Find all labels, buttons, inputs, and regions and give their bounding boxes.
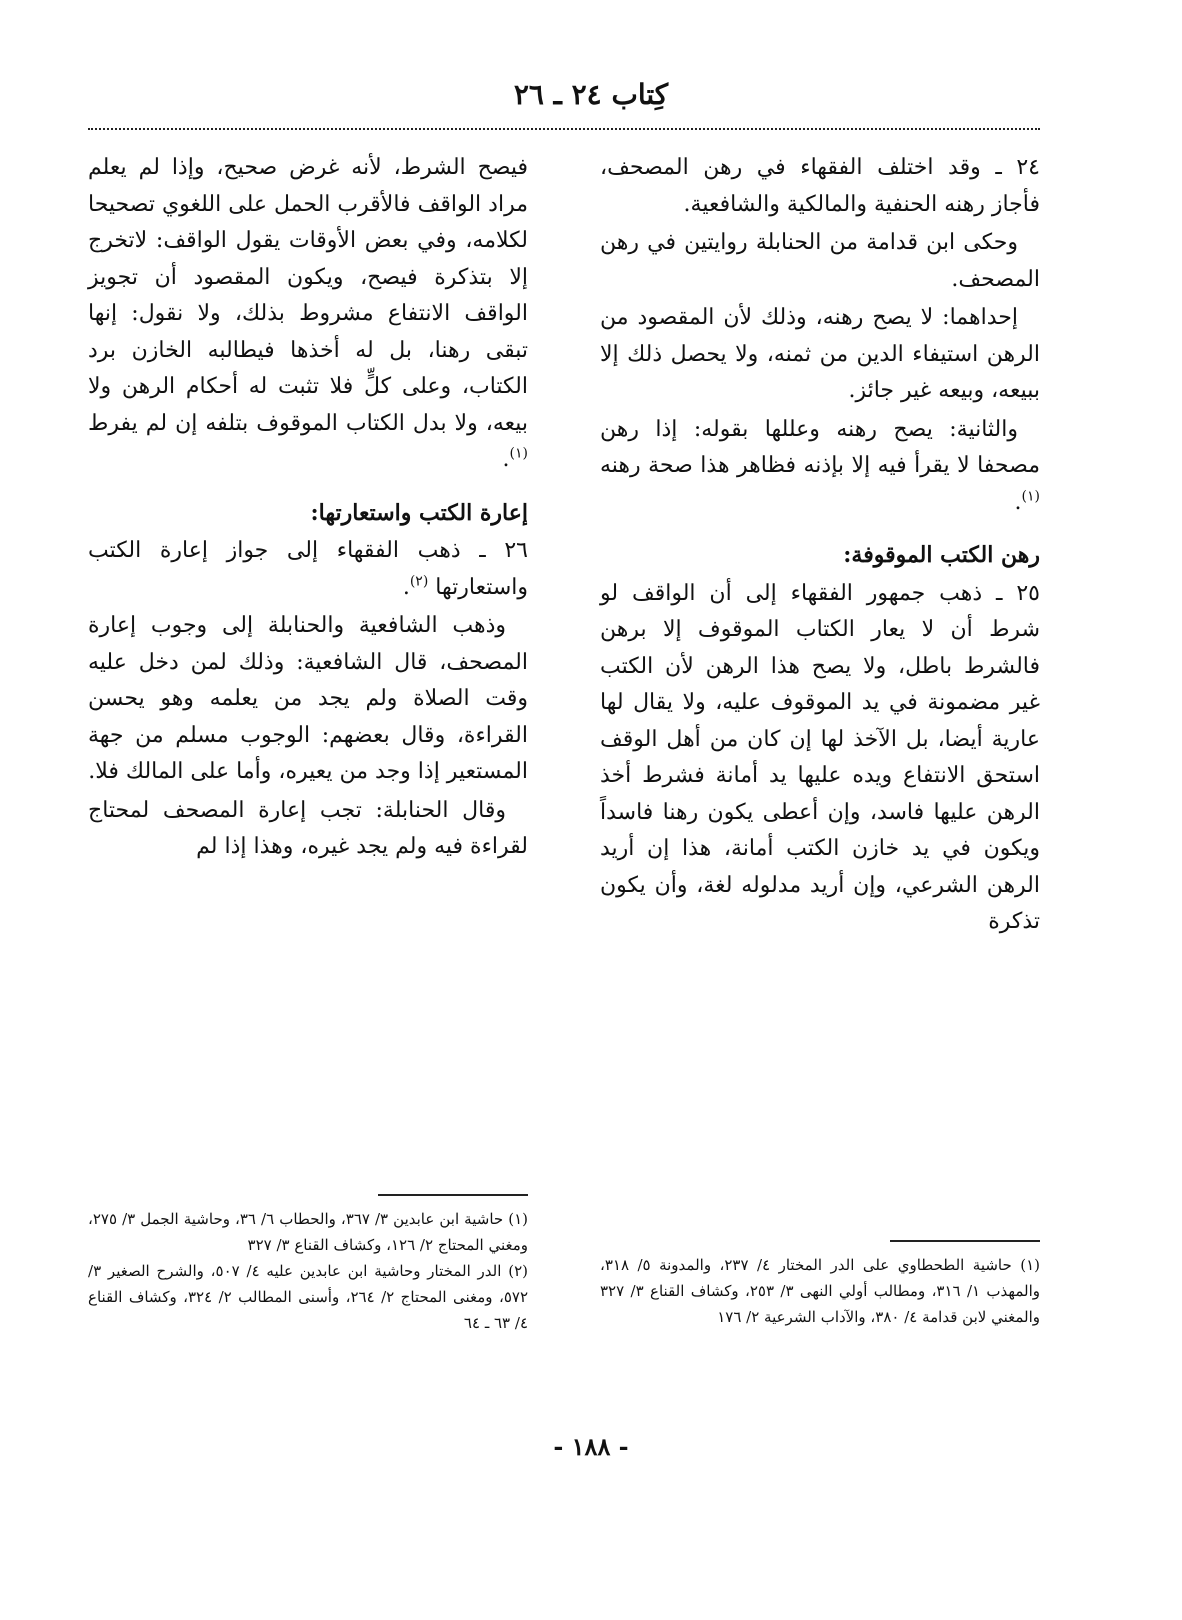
paragraph-first-narration: إحداهما: لا يصح رهنه، وذلك لأن المقصود من الرهن استيفاء الدين من ثمنه، ولا يحصل ذلك إلا ببيعه، وبيعه غير جائز. — [600, 305, 1040, 403]
paragraph-ibn-qudama: وحكى ابن قدامة من الحنابلة روايتين في رهن المصحف. — [600, 230, 1040, 292]
header-divider — [88, 128, 1040, 130]
footnote-ref: (١) — [1021, 488, 1040, 505]
paragraph-shafii-hanbali: وذهب الشافعية والحنابلة إلى وجوب إعارة المصحف، قال الشافعية: وذلك لمن دخل عليه وقت الصلاة ولم يجد من يعلمه وهو يحسن القراءة، وقال بعضهم: الوجوب مسلم من جهة المستعير إذا وجد من يعيره، وأما على المالك فلا. — [88, 613, 528, 784]
footnote-divider-left — [378, 1194, 528, 1196]
footnote-ref: (٢) — [409, 573, 429, 590]
footnotes-left — [88, 1206, 528, 1336]
paragraph-hanbali: وقال الحنابلة: تجب إعارة المصحف لمحتاج لقراءة فيه ولم يجد غيره، وهذا إذا لم — [88, 797, 528, 859]
footnote-1: (١) حاشية الطحطاوي على الدر المختار ٤/ ٢٣٧، والمدونة ٥/ ٣١٨، والمهذب ١/ ٣١٦، ومطالب أولي النهى ٣/ ٢٥٣، وكشاف القناع ٣/ ٣٢٧ والمغني لابن قدامة ٤/ ٣٨٠، والآداب الشرعية ٢/ ١٧٦ — [600, 1256, 1040, 1326]
page-number: - ١٨٨ - — [553, 1432, 629, 1461]
footnote-2: (٢) الدر المختار وحاشية ابن عابدين عليه ٤/ ٥٠٧، والشرح الصغير ٣/ ٥٧٢، ومغنى المحتاج ٢/ ٢٦٤، وأسنى المطالب ٢/ ٣٢٤، وكشاف القناع ٤/ ٦٣ ـ ٦٤ — [88, 1262, 528, 1332]
footnote-1: (١) حاشية ابن عابدين ٣/ ٣٦٧، والحطاب ٦/ ٣٦، وحاشية الجمل ٣/ ٢٧٥، ومغني المحتاج ٢/ ١٢٦، وكشاف القناع ٣/ ٣٢٧ — [88, 1210, 528, 1254]
paragraph-second-narration: والثانية: يصح رهنه وعللها بقوله: إذا رهن مصحفا لا يقرأ فيه إلا بإذنه فظاهر هذا صحة رهنه $^{(١)}$. — [600, 416, 1040, 515]
paragraph-26: ٢٦ ـ ذهب الفقهاء إلى جواز إعارة الكتب واستعارتها $^{(٢)}$. — [88, 538, 528, 600]
section-heading-lending-books: إعارة الكتب واستعارتها: — [310, 499, 528, 526]
footnotes-right — [600, 1252, 1040, 1330]
footnote-ref: (١) — [509, 445, 528, 462]
right-column — [600, 150, 1040, 943]
paragraph-24: ٢٤ ـ وقد اختلف الفقهاء في رهن المصحف، فأجاز رهنه الحنفية والمالكية والشافعية. — [600, 155, 1040, 217]
paragraph-condition: فيصح الشرط، لأنه غرض صحيح، وإذا لم يعلم مراد الواقف فالأقرب الحمل على اللغوي تصحيحا لكلامه، وفي بعض الأوقات يقول الواقف: لاتخرج إلا بتذكرة فيصح، ويكون المقصود أن تجويز الواقف الانتفاع مشروط بذلك، ولا نقول: إنها تبقى رهنا، بل له أخذها فيطالبه الخازن برد الكتاب، وعلى كلٍّ فلا تثبت له أحكام الرهن ولا بيعه، ولا بدل الكتاب الموقوف بتلفه إن لم يفرط $^{(١)}$. — [88, 155, 528, 472]
left-column — [88, 150, 528, 868]
page-header: كِتاب ٢٤ ـ ٢٦ — [513, 78, 669, 111]
footnote-divider-right — [890, 1240, 1040, 1242]
paragraph-25: ٢٥ ـ ذهب جمهور الفقهاء إلى أن الواقف لو شرط أن لا يعار الكتاب الموقوف إلا برهن فالشرط باطل، ولا يصح هذا الرهن لأن الكتب غير مضمونة في يد الموقوف عليه، ولا يقال لها عارية أيضا، بل الآخذ لها إن كان من أهل الوقف استحق الانتفاع ويده عليها يد أمانة فشرط أخذ الرهن عليها فاسد، وإن أعطى يكون رهنا فاسداً ويكون في يد خازن الكتب أمانة، هذا إن أريد الرهن الشرعي، وإن أريد مدلوله لغة، وأن يكون تذكرة — [600, 580, 1040, 934]
section-heading-mortgaged-books: رهن الكتب الموقوفة: — [843, 542, 1040, 568]
